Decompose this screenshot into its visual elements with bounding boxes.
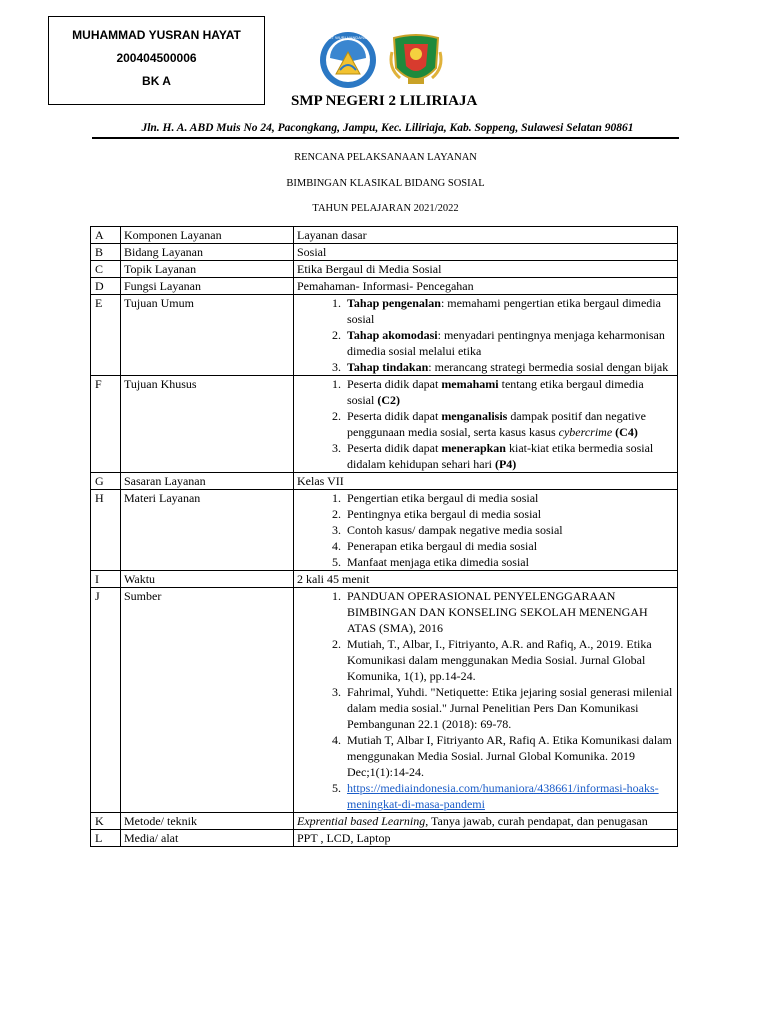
list-item: 5. Manfaat menjaga etika dimedia sosial <box>344 554 674 570</box>
list-item: 1. Pengertian etika bergaul di media sosial <box>344 490 674 506</box>
row-code: F <box>91 376 121 473</box>
table-row <box>91 490 678 571</box>
list-item: 3. Contoh kasus/ dampak negative media sosial <box>344 522 674 538</box>
list-item: 1. PANDUAN OPERASIONAL PENYELENGGARAAN BIMBINGAN DAN KONSELING SEKOLAH MENENGAH ATAS (SMA), 2016 <box>344 588 674 636</box>
table-row <box>91 376 678 473</box>
row-code: I <box>91 571 121 588</box>
row-label: Tujuan Khusus <box>121 376 294 473</box>
row-value: Layanan dasar <box>294 227 678 244</box>
row-value: Kelas VII <box>294 473 678 490</box>
row-value <box>294 295 678 376</box>
table-row <box>91 813 678 830</box>
table-row <box>91 261 678 278</box>
list-item: 2. Peserta didik dapat menganalisis dampak positif dan negative penggunaan media sosial, serta kasus kasus cybercrime (C4) <box>344 408 674 440</box>
svg-text:TUT WURI HANDAYANI: TUT WURI HANDAYANI <box>326 35 370 40</box>
row-label: Bidang Layanan <box>121 244 294 261</box>
list-item: 1. Tahap pengenalan: memahami pengertian etika bergaul dimedia sosial <box>344 295 674 327</box>
row-code: L <box>91 830 121 847</box>
row-code: D <box>91 278 121 295</box>
list-item: 4. Mutiah T, Albar I, Fitriyanto AR, Rafiq A. Etika Komunikasi dalam menggunakan Media Sosial. Jurnal Global Komunika. 2019 Dec;1(1):14-24. <box>344 732 674 780</box>
row-value <box>294 376 678 473</box>
row-code: K <box>91 813 121 830</box>
school-address: Jln. H. A. ABD Muis No 24, Pacongkang, Jampu, Kec. Liliriaja, Kab. Soppeng, Sulawesi Selatan 90861 <box>141 122 634 134</box>
list-item: 2. Tahap akomodasi: menyadari pentingnya menjaga keharmonisan dimedia sosial melalui etika <box>344 327 674 359</box>
row-label: Materi Layanan <box>121 490 294 571</box>
table-row <box>91 473 678 490</box>
row-code: J <box>91 588 121 813</box>
list-item: 2. Mutiah, T., Albar, I., Fitriyanto, A.R. and Rafiq, A., 2019. Etika Komunikasi dalam menggunakan Media Sosial. Jurnal Global Komunika, 1(1), pp.14-24. <box>344 636 674 684</box>
row-value: Exprential based Learning, Tanya jawab, curah pendapat, dan penugasan <box>294 813 678 830</box>
row-value: PPT , LCD, Laptop <box>294 830 678 847</box>
student-nim: 200404500006 <box>116 51 197 65</box>
row-label: Topik Layanan <box>121 261 294 278</box>
regional-emblem-logo <box>386 32 446 90</box>
title-plan: RENCANA PELAKSANAAN LAYANAN <box>294 152 477 163</box>
row-code: H <box>91 490 121 571</box>
general-goals-list <box>297 295 674 375</box>
row-code: B <box>91 244 121 261</box>
materials-list <box>297 490 674 570</box>
row-label: Metode/ teknik <box>121 813 294 830</box>
table-row <box>91 278 678 295</box>
student-identity-box <box>48 16 265 105</box>
specific-goals-list <box>297 376 674 472</box>
row-code: C <box>91 261 121 278</box>
row-value: Etika Bergaul di Media Sosial <box>294 261 678 278</box>
title-academic-year: TAHUN PELAJARAN 2021/2022 <box>312 203 459 214</box>
row-label: Komponen Layanan <box>121 227 294 244</box>
table-row <box>91 227 678 244</box>
row-label: Tujuan Umum <box>121 295 294 376</box>
row-value: Pemahaman- Informasi- Pencegahan <box>294 278 678 295</box>
row-code: G <box>91 473 121 490</box>
row-label: Sumber <box>121 588 294 813</box>
student-class: BK A <box>142 74 171 88</box>
table-row <box>91 295 678 376</box>
service-plan-table <box>90 226 678 847</box>
row-label: Waktu <box>121 571 294 588</box>
row-value <box>294 588 678 813</box>
list-item: 3. Peserta didik dapat menerapkan kiat-kiat etika bermedia sosial didalam kehidupan sehari hari (P4) <box>344 440 674 472</box>
sources-list <box>297 588 674 812</box>
list-item: 3. Tahap tindakan: merancang strategi bermedia sosial dengan bijak <box>344 359 674 375</box>
title-guidance: BIMBINGAN KLASIKAL BIDANG SOSIAL <box>286 178 485 189</box>
table-row <box>91 830 678 847</box>
row-label: Fungsi Layanan <box>121 278 294 295</box>
row-value <box>294 490 678 571</box>
list-item: 1. Peserta didik dapat memahami tentang etika bergaul dimedia sosial (C2) <box>344 376 674 408</box>
tut-wuri-handayani-logo <box>318 30 378 90</box>
list-item: 3. Fahrimal, Yuhdi. "Netiquette: Etika jejaring sosial generasi milenial dalam media sosial." Jurnal Penelitian Pers Dan Komunikasi Pembangunan 22.1 (2018): 69-78. <box>344 684 674 732</box>
row-label: Media/ alat <box>121 830 294 847</box>
row-code: E <box>91 295 121 376</box>
row-value: Sosial <box>294 244 678 261</box>
row-code: A <box>91 227 121 244</box>
list-item: 4. Penerapan etika bergaul di media sosial <box>344 538 674 554</box>
row-value: 2 kali 45 menit <box>294 571 678 588</box>
row-label: Sasaran Layanan <box>121 473 294 490</box>
list-item: 2. Pentingnya etika bergaul di media sosial <box>344 506 674 522</box>
school-name: SMP NEGERI 2 LILIRIAJA <box>291 93 478 109</box>
table-row <box>91 571 678 588</box>
table-row <box>91 588 678 813</box>
letterhead-divider <box>92 137 679 139</box>
student-name: MUHAMMAD YUSRAN HAYAT <box>72 28 241 42</box>
list-item <box>344 780 674 812</box>
table-row <box>91 244 678 261</box>
source-link[interactable]: https://mediaindonesia.com/humaniora/438661/informasi-hoaks-meningkat-di-masa-pandemi <box>347 781 659 811</box>
